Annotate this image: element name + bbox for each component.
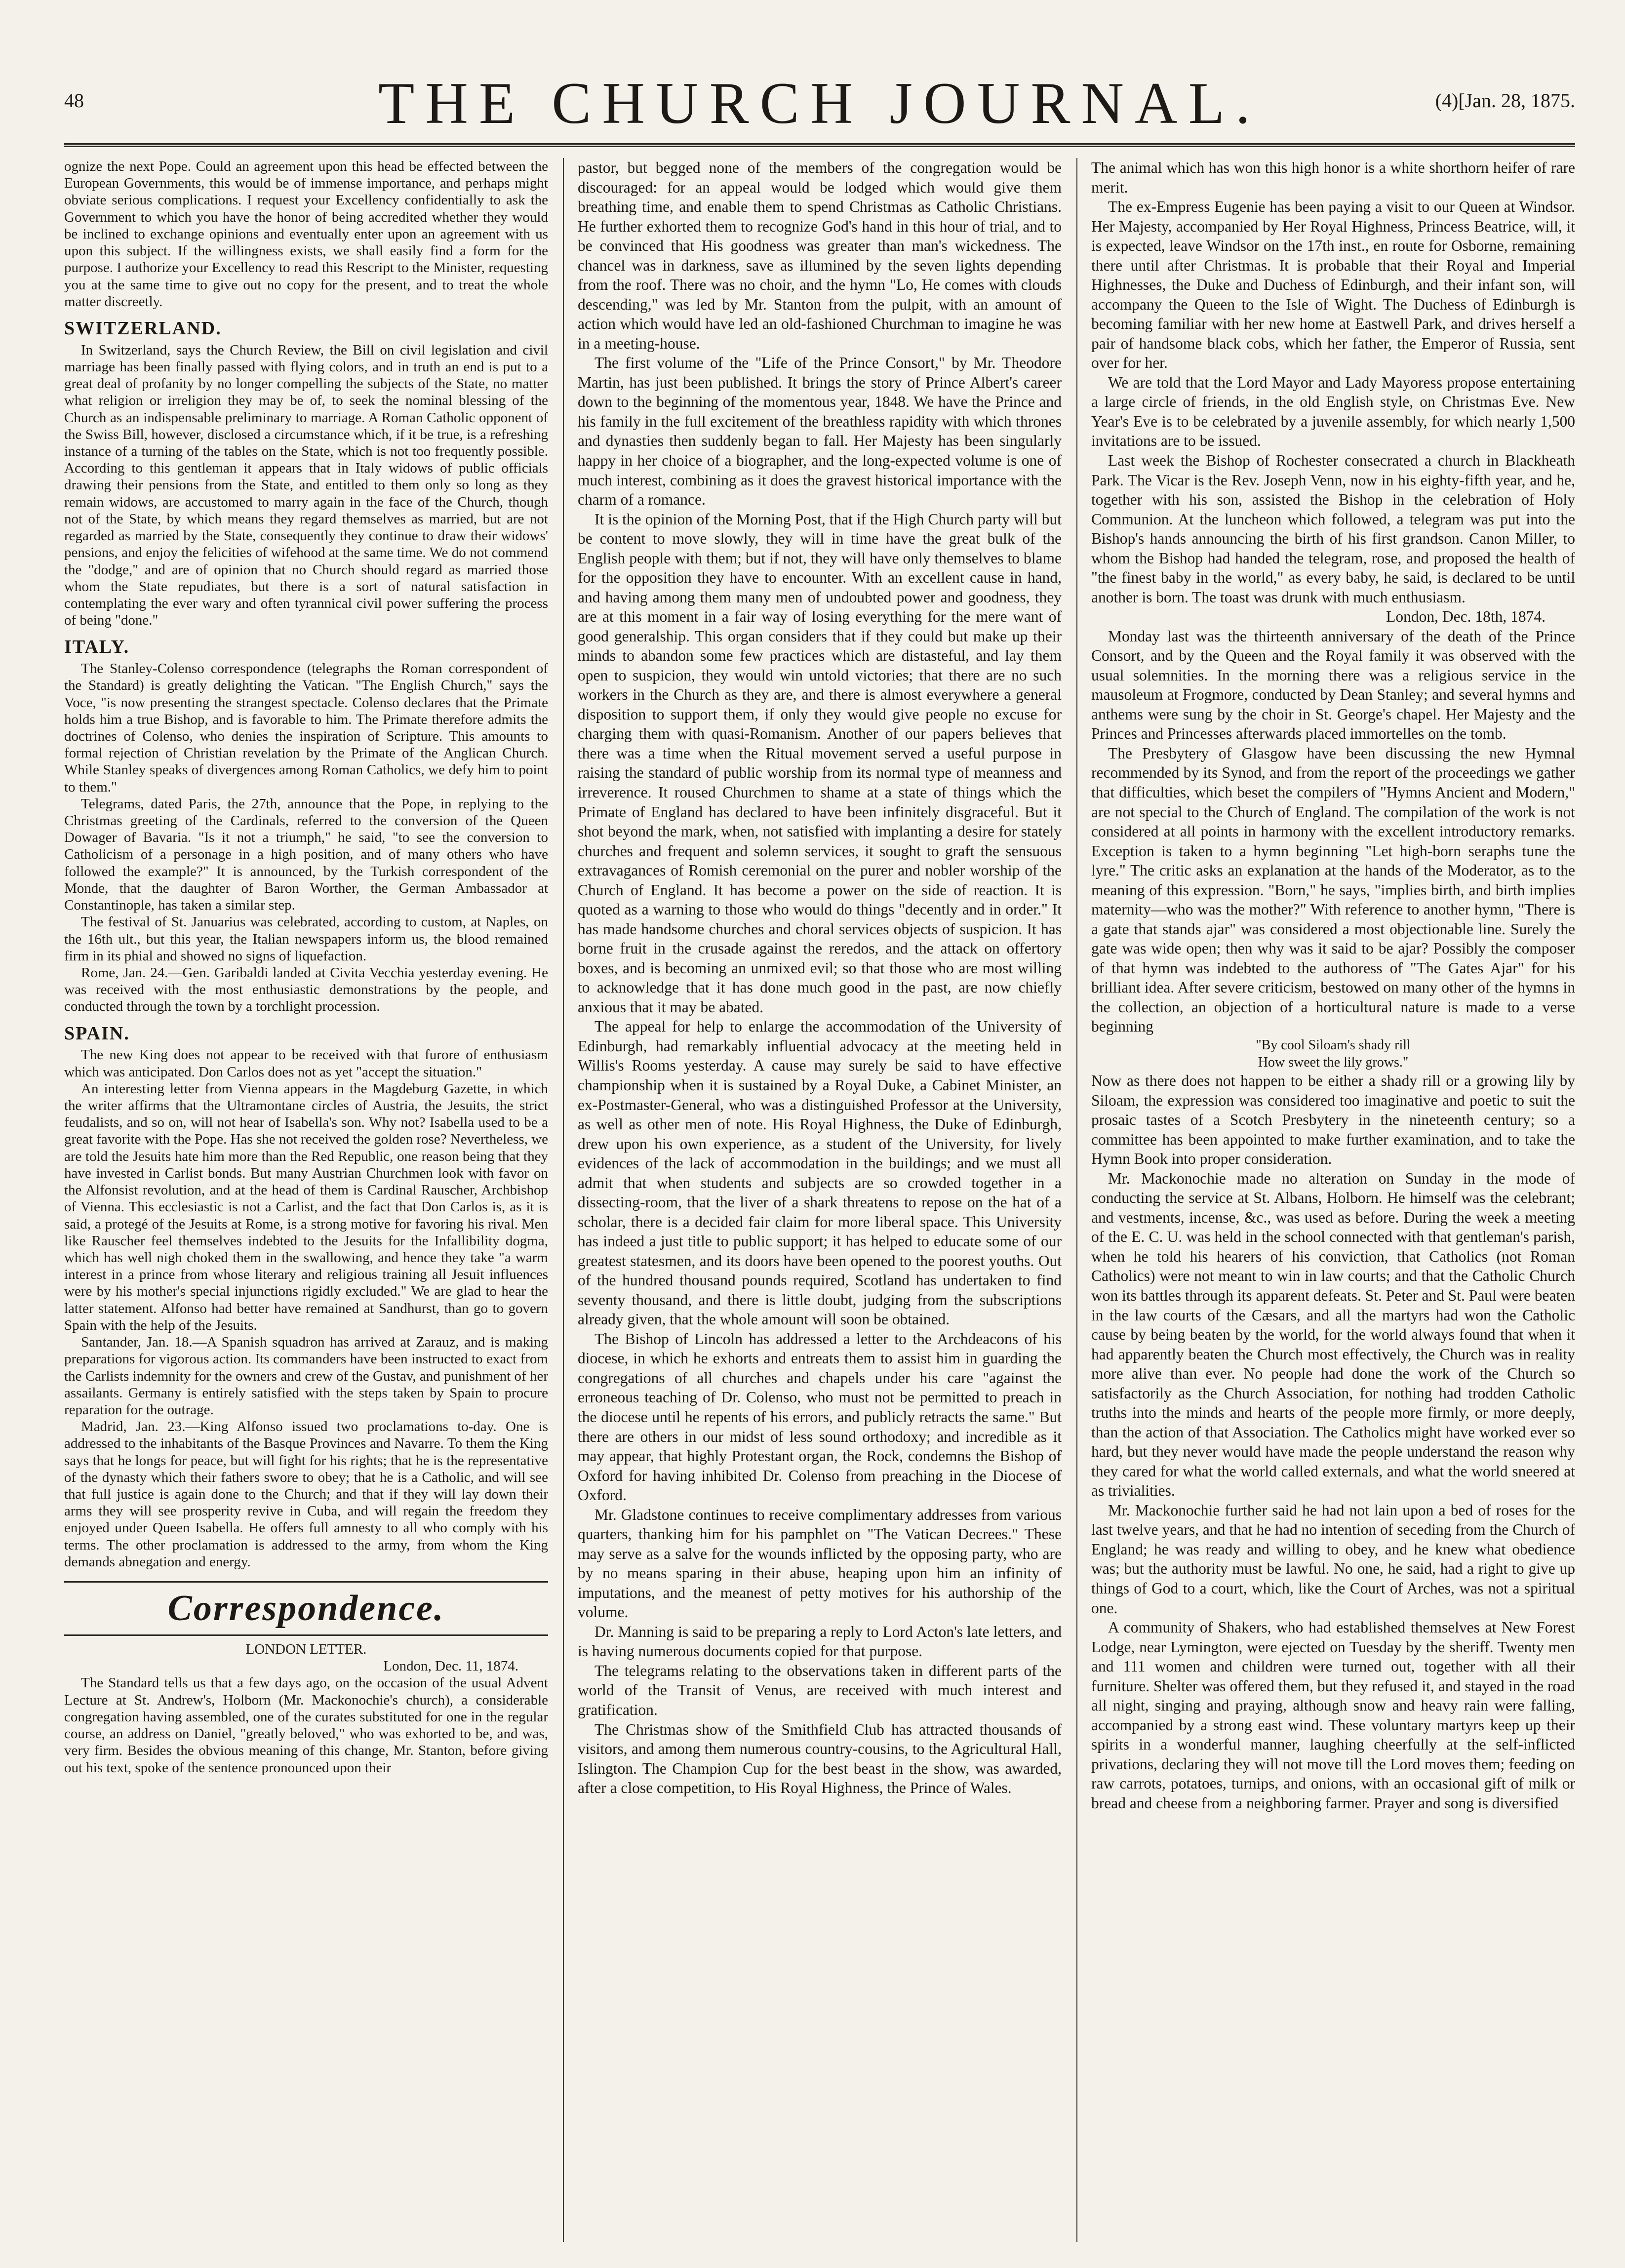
article-paragraph: The ex-Empress Eugenie has been paying a visit to our Queen at Windsor. Her Majesty, accompanied by Her Royal Highness, Princess Beatrice, will, it is expected, leave Windsor on the 17th inst., en route for Osborne, remaining there until after Christmas. It is probable that their Royal and Imperial Highnesses, the Duke and Duchess of Edinburgh, and their infant son, will accompany the Queen to the Isle of Wight. The Duchess of Edinburgh is becoming familiar with her new home at Eastwell Park, and drives herself a pair of handsome black cobs, which her father, the Emperor of Russia, sent over for her. — [1091, 198, 1575, 372]
page-header — [64, 59, 1575, 147]
newspaper-page — [64, 59, 1575, 2247]
article-paragraph: A community of Shakers, who had established themselves at New Forest Lodge, near Lymington, were ejected on Tuesday by the sheriff. Twenty men and 111 women and children were turned out, together with all their furniture. Shelter was offered them, but they refused it, and stayed in the road all night, singing and praying, although snow and heavy rain were falling, accompanied by a strong east wind. These voluntary martyrs keep up their spirits in a wonderful manner, laughing cheerfully at the self-inflicted privations, declaring they will not move till the Lord moves them; feeding on raw carrots, potatoes, turnips, and onions, with an occasional gift of milk or bread and cheese from a neighboring farmer. Prayer and song is diversified — [1091, 1619, 1575, 1812]
article-paragraph: The Bishop of Lincoln has addressed a letter to the Archdeacons of his diocese, in which he exhorts and entreats them to assist him in guarding the congregations of all churches and chapels under his care "against the erroneous teaching of Dr. Colenso, who must not be permitted to preach in the diocese until he repents of his errors, and publicly retracts the same." But there are others in our midst of less sound orthodoxy; and incredible as it may appear, that highly Protestant organ, the Rock, condemns the Bishop of Oxford for having inhibited Dr. Colenso from preaching in the Diocese of Oxford. — [578, 1330, 1062, 1504]
article-paragraph: The first volume of the "Life of the Prince Consort," by Mr. Theodore Martin, has just been published. It brings the story of Prince Albert's career down to the beginning of the momentous year, 1848. We have the Prince and his family in the full excitement of the breathless rapidity with which thrones and dynasties then suddenly began to fall. Her Majesty has been singularly happy in her choice of a biographer, and the long-expected volume is one of much interest, combining as it does the gravest historical importance with the charm of a romance. — [578, 354, 1062, 509]
page-number: 48 — [64, 89, 84, 112]
column-1 — [64, 158, 548, 2242]
article-paragraph: Telegrams, dated Paris, the 27th, announce that the Pope, in replying to the Christmas greeting of the Cardinals, referred to the conversion of the Queen Dowager of Bavaria. "Is it not a triumph," he said, "to see the conversion to Catholicism of a personage in a high position, and of many others who have followed the example?" It is announced, by the Turkish correspondent of the Monde, that the daughter of Baron Worther, the German Ambassador at Constantinople, has taken a similar step. — [64, 796, 548, 914]
article-paragraph: The animal which has won this high honor is a white shorthorn heifer of rare merit. — [1091, 159, 1575, 196]
article-paragraph: It is the opinion of the Morning Post, that if the High Church party will but be content to move slowly, they will in time have the great bulk of the English people with them; but if not, they will have only themselves to blame for the opposition they have to encounter. With an excellent cause in hand, and having among them many men of undoubted power and goodness, they are at this moment in a fair way of losing everything for the mere want of good generalship. This organ considers that if they could but make up their minds to abandon some few practices which are distasteful, and lay them open to suspicion, they would win untold victories; that there are no such workers in the Church as they are, and there is almost everywhere a general disposition to support them, if only they would give people no excuse for charging them with quasi-Romanism. Another of our papers believes that there was a time when the Ritual movement served a useful purpose in raising the standard of public worship from its normal type of meanness and irreverence. It roused Churchmen to shame at a state of things which the Primate of England has declared to have been infinitely disgraceful. But it shot beyond the mark, when, not satisfied with implanting a desire for stately churches and frequent and solemn services, it sought to graft the sensuous extravagances of Romish ceremonial on the purer and nobler worship of the Church of England. It has become a power on the side of reaction. It is quoted as a warning to those who would do things "decently and in order." It has made handsome churches and choral services objects of suspicion. It has borne fruit in the crusade against the reredos, and the attack on offertory boxes, and is becoming an unmixed evil; so that those who are most willing to acknowledge that it has done much good in the past, are now chiefly anxious that it may be abated. — [578, 510, 1062, 1016]
column-rule — [563, 158, 564, 2242]
letter-dateline: London, Dec. 18th, 1874. — [1386, 608, 1546, 626]
column-3 — [1091, 158, 1575, 2242]
verse-line: "By cool Siloam's shady rill — [1256, 1037, 1411, 1053]
article-paragraph: We are told that the Lord Mayor and Lady Mayoress propose entertaining a large circle of friends, in the old English style, on Christmas Eve. New Year's Eve is to be celebrated by a juvenile assembly, for which nearly 1,500 invitations are to be issued. — [1091, 373, 1575, 450]
section-heading-spain: SPAIN. — [64, 1023, 130, 1044]
article-paragraph: ognize the next Pope. Could an agreement upon this head be effected between the European Governments, this would be of immense importance, and perhaps might obviate serious complications. I request your Excellency confidentially to ask the Government to which you have the honor of being accredited whether they would be inclined to exchange opinions and eventually enter upon an agreement with us upon this subject. If the willingness exists, we shall easily find a form for the purpose. I authorize your Excellency to read this Rescript to the Minister, requesting you at the same time to give out no copy for the present, and to treat the whole matter discreetly. — [64, 159, 548, 310]
article-paragraph: The appeal for help to enlarge the accommodation of the University of Edinburgh, had remarkably influential advocacy at the meeting held in Willis's Rooms yesterday. A cause may surely be said to have effective championship when it is sustained by a Royal Duke, a Cabinet Minister, an ex-Postmaster-General, who was a distinguished Professor at the University, as well as other men of note. His Royal Highness, the Duke of Edinburgh, drew upon his own experience, as a student of the University, for lively evidences of the lack of accommodation in the buildings; and we must all admit that when students and subjects are so crowded together in a dissecting-room, that the liver of a shark threatens to repose on the hat of a scholar, there is a decided fair claim for more liberal space. This University has indeed a just title to public support; it has helped to educate some of our greatest statesmen, and its doors have been opened to the poorest youths. Out of the hundred thousand pounds required, Scotland has undertaken to find seventy thousand, and there is little doubt, judging from the subscriptions already given, that the whole amount will soon be obtained. — [578, 1018, 1062, 1328]
article-paragraph: Mr. Gladstone continues to receive complimentary addresses from various quarters, thanking him for his pamphlet on "The Vatican Decrees." These may serve as a salve for the wounds inflicted by the opposing party, who are by no means sparing in their abuse, heaping upon him an infinity of imputations, and the meanest of petty motives for his authorship of the volume. — [578, 1506, 1062, 1621]
article-paragraph: The telegrams relating to the observations taken in different parts of the world of the Transit of Venus, are received with much interest and gratification. — [578, 1662, 1062, 1718]
article-paragraph: The Stanley-Colenso correspondence (telegraphs the Roman correspondent of the Standard) is greatly delighting the Vatican. "The English Church," says the Voce, "is now presenting the strangest spectacle. Colenso declares that the Primate holds him a true Bishop, and is favorable to him. The Primate therefore admits the doctrines of Colenso, who denies the inspiration of Scripture. This amounts to formal rejection of Christian revelation by the Primate of the Anglican Church. While Stanley speaks of divergences among Roman Catholics, we defy him to point to them." — [64, 661, 548, 795]
article-paragraph: Madrid, Jan. 23.—King Alfonso issued two proclamations to-day. One is addressed to the inhabitants of the Basque Provinces and Navarre. To them the King says that he longs for peace, but will fight for his rights; that he is the representative of the dynasty which their fathers swore to obey; that he is a Catholic, and will see that full justice is again done to the Church; and that if they will lay down their arms they will see prosperity revive in Cuba, and will regain the freedom they enjoyed under Queen Isabella. He offers full amnesty to all who comply with his terms. The other proclamation is addressed to the army, from whom the King demands abnegation and energy. — [64, 1419, 548, 1570]
article-paragraph: The Standard tells us that a few days ago, on the occasion of the usual Advent Lecture at St. Andrew's, Holborn (Mr. Mackonochie's church), a considerable congregation having assembled, one of the curates substituted for one in the regular course, an address on Daniel, "greatly beloved," who was exhorted to be, and was, very firm. Besides the obvious meaning of this change, Mr. Stanton, before giving out his text, spoke of the sentence pronounced upon their — [64, 1675, 548, 1776]
article-paragraph: pastor, but begged none of the members of the congregation would be discouraged: for an appeal would be lodged which would give them breathing time, and enable them to spend Christmas as Catholic Christians. He further exhorted them to recognize God's hand in this hour of trial, and to be convinced that His goodness was greater than man's wickedness. The chancel was in darkness, save as illumined by the seven lights depending from the roof. There was no choir, and the hymn "Lo, He comes with clouds descending," was led by Mr. Stanton from the pulpit, with an amount of action which would have led an old-fashioned Churchman to imagine he was in a meeting-house. — [578, 159, 1062, 352]
column-rule — [1076, 158, 1077, 2242]
article-paragraph: The festival of St. Januarius was celebrated, according to custom, at Naples, on the 16th ult., but this year, the Italian newspapers inform us, the blood remained firm in its phial and showed no signs of liquefaction. — [64, 914, 548, 964]
article-paragraph: Last week the Bishop of Rochester consecrated a church in Blackheath Park. The Vicar is the Rev. Joseph Venn, now in his eighty-fifth year, and he, together with his son, assisted the Bishop in the celebration of Holy Communion. At the luncheon which followed, a telegram was put into the Bishop's hands announcing the birth of his first grandson. Canon Miller, to whom the Bishop had handed the telegram, rose, and proposed the health of "the finest baby in the world," as every baby, he said, is declared to be until another is born. The toast was drunk with much enthusiasm. — [1091, 451, 1575, 606]
article-paragraph: Monday last was the thirteenth anniversary of the death of the Prince Consort, and by the Queen and the Royal family it was observed with the usual solemnities. In the morning there was a religious service in the mausoleum at Frogmore, conducted by Dean Stanley; and several hymns and anthems were sung by the choir in St. George's chapel. Her Majesty and the Princes and Princesses afterwards placed immortelles on the tomb. — [1091, 627, 1575, 743]
masthead-title: THE CHURCH JOURNAL. — [378, 70, 1262, 136]
correspondence-heading: Correspondence. — [64, 1581, 548, 1636]
verse-line: How sweet the lily grows." — [1258, 1055, 1409, 1071]
article-paragraph: Mr. Mackonochie made no alteration on Sunday in the mode of conducting the service at St. Albans, Holborn. He himself was the celebrant; and vestments, incense, &c., was used as before. During the week a meeting of the E. C. U. was held in the school connected with that gentleman's parish, when he told his hearers of his conviction, that Catholics (not Roman Catholics) were not meant to win in law courts; and that the Catholic Church won its battles through its apparent defeats. St. Peter and St. Paul were beaten in the law courts of the Cæsars, and all the martyrs had won the Catholic cause by being beaten by the world, for the world always found that when it had apparently beaten the Church most effectively, the Church was in reality more alive than ever. No people had done the work of the Church so satisfactorily as the Church Association, for nothing had trodden Catholic truths into the minds and hearts of the people more firmly, or more deeply, than the action of that Association. The Catholics might have worked ever so hard, but they never would have made the people understand the reason why they cared for what the world called externals, and what the world sneered at as trivialities. — [1091, 1169, 1575, 1500]
section-heading-switzerland: SWITZERLAND. — [64, 318, 222, 339]
article-paragraph: The Presbytery of Glasgow have been discussing the new Hymnal recommended by its Synod, and from the report of the proceedings we gather that difficulties, which beset the compilers of "Hymns Ancient and Modern," are not special to the Church of England. The compilation of the work is not considered at all points in harmony with the excellent introductory remarks. Exception is taken to a hymn beginning "Let high-born seraphs tune the lyre." The critic asks an explanation at the hands of the Moderator, as to the meaning of this expression. "Born," he says, "implies birth, and birth implies maternity—who was the mother?" With reference to another hymn, "There is a gate that stands ajar" was considered a most objectionable line. Surely the gate was wide open; then why was it said to be ajar? Possibly the composer of that hymn was indebted to the authoress of "The Gates Ajar" for his brilliant idea. After severe criticism, bestowed on many other of the hymns in the collection, an objection of a horticultural nature is made to a verse beginning — [1091, 744, 1575, 1035]
column-2 — [578, 158, 1062, 2242]
article-paragraph: Now as there does not happen to be either a shady rill or a growing lily by Siloam, the expression was considered too imaginative and poetic to suit the prosaic tastes of a Scotch Presbytery in the nineteenth century; so a committee has been appointed to make further examination, and to take the Hymn Book into proper consideration. — [1091, 1072, 1575, 1168]
issue-date: (4)[Jan. 28, 1875. — [1435, 89, 1575, 112]
article-paragraph: Santander, Jan. 18.—A Spanish squadron has arrived at Zarauz, and is making preparations for vigorous action. Its commanders have been instructed to exact from the Carlists indemnity for the owners and crew of the Gustav, and punishment of her assailants. Germany is entirely satisfied with the steps taken by Spain to procure reparation for the outrage. — [64, 1334, 548, 1418]
article-paragraph: Mr. Mackonochie further said he had not lain upon a bed of roses for the last twelve years, and that he had no intention of seceding from the Church of England; he was ready and willing to obey, and he knew what obedience was; but the authority must be lawful. No one, he said, had a right to give up things of God to a court, which, like the Court of Arches, was not a spiritual one. — [1091, 1501, 1575, 1617]
article-paragraph: The Christmas show of the Smithfield Club has attracted thousands of visitors, and among them numerous country-cousins, to the Agricultural Hall, Islington. The Champion Cup for the best beast in the show, was awarded, after a close competition, to His Royal Highness, the Prince of Wales. — [578, 1720, 1062, 1797]
article-paragraph: An interesting letter from Vienna appears in the Magdeburg Gazette, in which the writer affirms that the Ultramontane circles of Austria, the Jesuits, the strict feudalists, and so on, will not hear of Isabella's son. Why not? Isabella used to be a great favorite with the Pope. Has she not received the golden rose? Nevertheless, we are told the Jesuits hate him more than the Red Republic, one reason being that they have invested in Carlist bonds. But many Austrian Churchmen look with favor on the Alfonsist revolution, and at the head of them is Cardinal Rauscher, Archbishop of Vienna. This ecclesiastic is not a Carlist, and the fact that Don Carlos is, as it is said, a protegé of the Jesuits at Rome, is a strong motive for favoring his rival. Men like Rauscher feel themselves indebted to the Jesuits for the Infallibility dogma, which has well nigh choked them in the swallowing, and hence they take "a warm interest in a prince from whose literary and religious training all Jesuit influences were by his mother's special injunctions rigidly excluded." We are glad to hear the latter statement. Alfonso had better have remained at Sandhurst, than go to govern Spain with the help of the Jesuits. — [64, 1080, 548, 1333]
article-paragraph: Dr. Manning is said to be preparing a reply to Lord Acton's late letters, and is having numerous documents copied for that purpose. — [578, 1623, 1062, 1660]
letter-dateline: London, Dec. 11, 1874. — [383, 1658, 518, 1674]
section-heading-italy: ITALY. — [64, 637, 130, 658]
article-paragraph: In Switzerland, says the Church Review, the Bill on civil legislation and civil marriage has been finally passed with flying colors, and in truth an end is put to a great deal of profanity by no longer compelling the subjects of the State, no matter what religion or irreligion they may be of, to seek the nominal blessing of the Church as an indispensable preliminary to marriage. A Roman Catholic opponent of the Swiss Bill, however, disclosed a circumstance which, if it be true, is a refreshing instance of a turning of the tables on the State, which is not too frequently possible. According to this gentleman it appears that in Italy widows of public officials drawing their pensions from the State, and entitled to them only so long as they remain widows, are accustomed to marry again in the face of the Church, though not of the State, by which means they regard themselves as married, but are not regarded as married by the State, consequently they continue to draw their widows' pensions, and enjoy the felicities of wifehood at the same time. We do not commend the "dodge," and are of opinion that no Church should regard as married those whom the State repudiates, but there is a sort of natural satisfaction in contemplating the ever wary and often tyrannical civil power suffering the process of being "done." — [64, 342, 548, 629]
article-paragraph: The new King does not appear to be received with that furore of enthusiasm which was anticipated. Don Carlos does not as yet "accept the situation." — [64, 1047, 548, 1080]
article-paragraph: Rome, Jan. 24.—Gen. Garibaldi landed at Civita Vecchia yesterday evening. He was received with the most enthusiastic demonstrations by the people, and conducted through the town by a torchlight procession. — [64, 965, 548, 1015]
letter-title: LONDON LETTER. — [245, 1641, 367, 1657]
